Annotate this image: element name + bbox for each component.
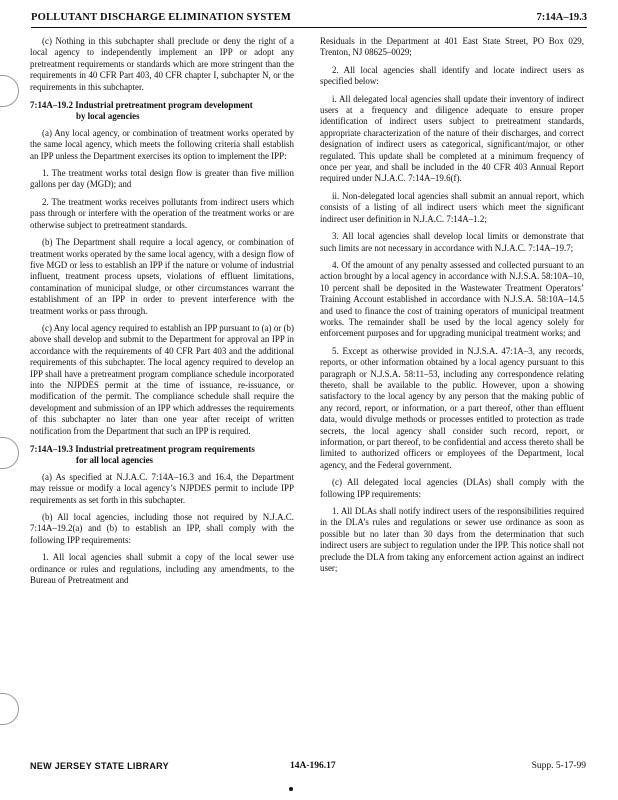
paragraph: (c) Any local agency required to establish an IPP pursuant to (a) or (b) above shall develop and submit to the Department for approval an IPP in accordance with the requirements of 40 CFR Part 403 and the additional requirements of this subchapter. The local agency required to develop an IPP shall have a pretreatment program compliance schedule incorporated into the NJPDES permit at the time of issuance, re-issuance, or modification of the permit. The compliance schedule shall require the development and submission of an IPP which addresses the requirements of this subchapter no later than one year after receipt of written notification from the Department that such an IPP is required. [30,322,294,436]
binder-hole-top [0,75,19,107]
paragraph: (c) Nothing in this subchapter shall preclude or deny the right of a local agency to independently implement an IPP or adopt any pretreatment requirements or standards which are more stringent than the requirements in 40 CFR Part 403, 40 CFR chapter I, subchapter N, or the requirements in this subchapter. [30,36,294,92]
binder-hole-middle [0,437,19,469]
section-title-cont: for all local agencies [76,455,154,466]
paragraph: 2. The treatment works receives pollutants from indirect users which pass through or interfere with the operation of the treatment works or are otherwise subject to pretreatment standards. [30,196,294,230]
section-title-cont: by local agencies [76,111,140,122]
section-title: Industrial pretreatment program requirements [75,444,255,454]
page-header [31,8,587,28]
paragraph: 4. Of the amount of any penalty assessed and collected pursuant to an action brought by a local agency in accordance with N.J.S.A. 58:10A–10, 10 percent shall be deposited in the Wastewater Treatment Operators’ Training Account established in accordance with N.J.S.A. 58:10A–14.5 and used to finance the cost of training operators of municipal treatment works. The remainder shall be used by the local agency solely for enforcement purposes and for upgrading municipal treatment works; and [320,259,584,339]
section-reference: 7:14A–19.3 [536,12,587,23]
binder-hole-bottom [0,693,19,725]
paragraph: 1. All local agencies shall submit a copy of the local sewer use ordinance or rules and regulations, including any amendments, to the Bureau of Pretreatment and [30,552,294,586]
paragraph: (c) All delegated local agencies (DLAs) shall comply with the following IPP requirements: [320,477,584,499]
paragraph: 3. All local agencies shall develop local limits or demonstrate that such limits are not necessary in accordance with N.J.A.C. 7:14A–19.7; [320,231,584,253]
section-number: 7:14A–19.3 [30,444,73,454]
paragraph: 1. All DLAs shall notify indirect users of the responsibilities required in the DLA’s rules and regulations or sewer use ordinance as soon as possible but no later than 30 days from the determination that such indirect users are subject to regulation under the IPP. This notice shall not preclude the DLA from taking any enforcement action against an indirect user; [320,506,584,574]
section-title: Industrial pretreatment program development [75,100,253,111]
page-number: 14A-196.17 [290,761,336,771]
paragraph: (b) All local agencies, including those not required by N.J.A.C. 7:14A–19.2(a) and (b) to establish an IPP, shall comply with the following IPP requirements: [30,512,294,545]
right-column [320,36,584,580]
paragraph: Residuals in the Department at 401 East State Street, PO Box 029, Trenton, NJ 08625–0029; [320,36,584,58]
section-heading-19-2 [30,100,294,123]
supplement-date: Supp. 5-17-99 [531,761,586,771]
library-stamp: NEW JERSEY STATE LIBRARY [30,761,169,771]
paragraph: i. All delegated local agencies shall update their inventory of indirect users at a frequency and diligence adequate to ensure proper identification of indirect users subject to pretreatment standards, appropriate characterization of the nature of their discharges, and correct designation of indirect users as categorical, significant/major, or other regulated. This update shall be completed at a minimum frequency of once per year, and shall be included in the 40 CFR 403 Annual Report required under N.J.A.C. 7:14A–19.6(f). [320,93,584,184]
bullet-mark [289,787,293,791]
header-rule [31,27,587,28]
paragraph: 2. All local agencies shall identify and locate indirect users as specified below: [320,64,584,87]
paragraph: 1. The treatment works total design flow is greater than five million gallons per day (MGD); and [30,168,294,190]
paragraph: 5. Except as otherwise provided in N.J.S.A. 47:1A–3, any records, reports, or other information obtained by a local agency pursuant to this paragraph or N.J.S.A. 58:11–53, including any correspondence relating thereto, shall be available to the public. However, upon a showing satisfactory to the local agency by any person that the making public of any record, report, or information, or a part thereof, other than effluent data, would divulge methods or processes entitled to protection as trade secrets, the local agency shall consider such record, report, or information, or part thereof, to be confidential and access thereto shall be limited to authorized officers or employees of the Department, local agency, and the Federal government. [320,345,584,470]
section-heading-19-3 [30,444,294,467]
left-column [30,36,294,592]
paragraph: (a) As specified at N.J.A.C. 7:14A–16.3 and 16.4, the Department may reissue or modify a local agency’s NJPDES permit to include IPP requirements as set forth in this subchapter. [30,471,294,505]
page-footer [30,761,586,779]
paragraph: ii. Non-delegated local agencies shall submit an annual report, which consists of a listing of all indirect users which meet the significant indirect user definition in N.J.A.C. 7:14A–1.2; [320,190,584,224]
paragraph: (b) The Department shall require a local agency, or combination of treatment works operated by the same local agency, with a design flow of five MGD or less to establish an IPP if the nature or volume of industrial influent, treatment process upsets, violations of effluent limitations, contamination of municipal sludge, or other circumstances warrant the establishment of an IPP in order to prevent interference with the treatment works or pass through. [30,237,294,316]
paragraph: (a) Any local agency, or combination of treatment works operated by the same local agency, which meets the following criteria shall establish an IPP unless the Department exercises its option to implement the IPP: [30,127,294,161]
running-title: POLLUTANT DISCHARGE ELIMINATION SYSTEM [31,12,291,23]
section-number: 7:14A–19.2 [30,100,73,111]
